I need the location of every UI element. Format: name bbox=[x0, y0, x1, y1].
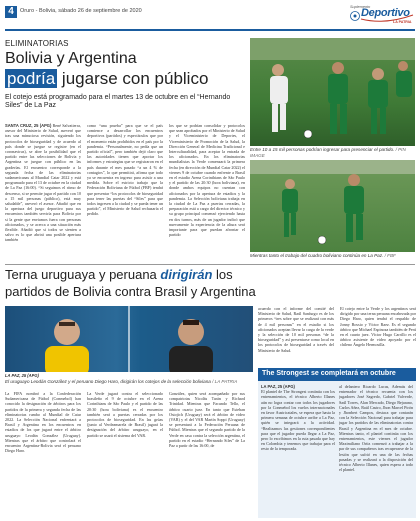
article1-title-line1: Bolivia y Argentina bbox=[5, 50, 137, 67]
supplement-logo bbox=[347, 3, 415, 27]
article1-column-3: los que se podrían consolidar y protocolos que sean aprobados por el Ministerio de Salud y el Viceministerio de Deportes, el Viceministerio de Promoción de la Salud, la Dirección General de Medicina Tradicional e Interculturalidad, para aceptar la entrada de los aficionados. En los eliminatorias mundialistas la Verde comenzará la primera fecha (en dirección de Mundial Catar 2022) el viernes 9 de octubre cuando enfrente a Brasil en el estadio Arena Corinthians de São Paulo y el partido de las 20:30 (hora boliviana), en donde ambos equipos no cuentan con aficionados por la apertura de estadios y la pandemia. La Selección boliviana trabaja en la ciudad de La Paz a puertas cerradas, la preparación está a cargo del director técnico y su grupo principal comenzó ejerciendo hasta en dos turnos, más de un jugador indicó que nuevamente la experiencia de la altura será importante para que puedan afrontar el partido bbox=[169, 123, 245, 238]
article2-column-1: La FIFA nombró a la Confederación Sudamericana de Fútbol (Conmebol) han conocido la designación de árbitros para los partidos de la primera y segunda fecha de las eliminatorias rumbo al Mundial de Catar 2022. La Selección Nacional enfrentará a Brasil y Argentina en los encuentros en estadios de los que jugará entre el árbitro uruguayo Leodán González (Uruguay). Mientras que el árbitro que controlará el encuentro Argentina-Bolivia será el peruano Diego Haro. bbox=[5, 391, 81, 454]
photo2-caption-text: Mientras tanto el trabajo del cuadro boliviano continúa en La Paz. bbox=[250, 253, 384, 258]
article1-photo-caption bbox=[250, 147, 415, 158]
article2-caption-text: El uruguayo Leodán González y el peruano Diego Haro, dirigirán los cotejos de la selección boliviana bbox=[5, 378, 211, 384]
article2-photo-caption bbox=[5, 373, 253, 384]
logo-subtitle: LA PATRIA bbox=[393, 20, 412, 24]
article2-title-line1 bbox=[5, 267, 233, 283]
logo-supertitle: Suplemento bbox=[350, 5, 371, 9]
article2-referees-photo bbox=[5, 306, 253, 372]
photo2-credit: / FBF bbox=[384, 253, 396, 258]
article1-column-2: como “una prueba” para que se el país comience a desarrollar los encuentros deportivos (partidos) y espectáculos que por el momento están prohibidos en el país por la pandemia. “Personalmente, no pedía que un partido oficial”, pero también dejó claro que las autoridades tienen que aportar los informes y estrategias que se registraron en el país durante el mes pasado “a un 4 % de contagios”, lo que permitirá, afirma que todo ya se encuentra en ingreso para asistir a una medida. Sobre el estricto trabajo que la Federación Boliviana de Fútbol (FBF) tendrá que presentar “los protocolos de bioseguridad para tener las puertas del “Siles” para que todos ingresen a la ciudad y se pueda tener un partido”, el Ministerio de Salud rechazaría el pedido. bbox=[87, 123, 163, 217]
edition-dateline: Oruro - Bolivia, sábado 26 de septiembre de 2020 bbox=[20, 8, 142, 14]
strongest-sidebar bbox=[258, 368, 416, 518]
article2-dateline: LA PAZ, 25 (APG) bbox=[5, 373, 39, 378]
photo-caption-text: Entre 10 a 15 mil personas podrían ingresar para presenciar el partido. bbox=[250, 147, 395, 152]
article2-title-line2: partidos de Bolivia contra Brasil y Argentina bbox=[5, 284, 256, 299]
article1-title-highlight: podría bbox=[7, 69, 56, 88]
article2-photo-credit: / LA PATRIA bbox=[212, 378, 238, 384]
logo-title: Deportivo bbox=[361, 7, 410, 19]
article1-photo2-caption bbox=[250, 253, 415, 259]
sidebar-dateline: LA PAZ, 25 (APG) bbox=[261, 384, 295, 389]
sidebar-column-1 bbox=[261, 384, 335, 516]
photo-credit: / PIN IMAGE bbox=[250, 147, 406, 158]
section-label: ELIMINATORIAS bbox=[5, 39, 69, 48]
article1-title-rest: jugarse con público bbox=[57, 69, 209, 88]
article1-deck: El cotejo está programado para el martes 13 de octubre en el “Hernando Siles” de La Paz bbox=[5, 94, 231, 110]
article1-photo-2 bbox=[250, 160, 415, 252]
article2-title-rest: los bbox=[212, 267, 233, 282]
sidebar-title: The Strongest se completará en octubre bbox=[258, 368, 416, 381]
article2-title-start: Terna uruguaya y peruana bbox=[5, 267, 157, 282]
sidebar-column-2: al delantero Ricardo Lucas, Además del entrenador el técnico recuenta con los jugadores José Sagredo, Gabriel Valverde, Saúl Torres, Alan Mercado, Diego Bejarano, Carlos Añez, Raúl Castro, Jhon Marcel Pirón y Jhonbert Campos, destaca que contarán con la Selección Nacional para trabajar para jugar los partidos de las eliminatorias contra Brasil y Argentina en el mes de octubre. Mientras tanto, el plantel continúa con los entrenamientos, este viernes el jugador Maximiliano Ortiz comenzó a trabajar a la par de sus compañeros tras recuperarse de la lesión que sufrió en una de las fechas pasadas y se realizará a la disposición del técnico Alberto Illanes, quien espera a todo el plantel. bbox=[339, 384, 413, 473]
article1-title-line2 bbox=[5, 69, 208, 89]
sidebar-col1-text: El plantel de The Strongest continúa con los entrenamientos, el técnico Alberto Illanes aún no logra contar con todos los jugadores por la Conmebol los vuelos internacionales en favor Austricatales, se espera que hasta la primera semana de octubre arribe a La Paz, quién se integrará a la actividad. “Realizamos las gestiones correspondientes para que el jugador pueda llegar a La Paz, pero lo escribimos en la ruta pasada que hay en Colombia y tenemos que trabajar para el resto de la temporada. bbox=[261, 389, 335, 452]
article1-photo bbox=[250, 38, 415, 146]
article2-title-highlight: dirigirán bbox=[160, 267, 213, 282]
article2-column-4: acuerdo con el informe del comité del Ministerio de Salud, Raúl Sanfurgo es de los primeros “tres sobre que se realizará con más de 4 mil personas” en el estadio si los aficionados aceptan llevar la carga de la verde y la selección de 10 mil personas “de la bioseguridad” y así presentarse como local en los protocolos de bioseguridad a través del Ministerio de Salud. bbox=[258, 306, 334, 353]
header-rule bbox=[5, 29, 415, 31]
article-divider bbox=[5, 264, 415, 265]
article2-column-5: El cotejo entre la Verde y los argentinos será dirigido por una terna peruana encabezada por Diego Haro, quien tendrá el respaldo de Jonny Bossio y Víctor Raez. Es el segundo árbitro que Michael Espinoza también de Perú en el cuarto juez. Víctor Hugo Carrillo es el árbitro asistente de video apoyado por el chileno Ángelo Hermosilla. bbox=[340, 306, 416, 348]
page-number: 4 bbox=[5, 6, 17, 18]
article2-column-3: González, quien será acompañado por sus compatriotas Nicolás Tarán y Richard Trinidad. Mientras que Facundo Tello, el árbitro cuarto juez. En tanto que Esteban Ostojich (Uruguay) será el árbitro de video (VAR) y el del VAR Martín Soppi (Uruguay) se presentará a la Federación Peruana de Fútbol. Mientras que el segundo partido de la Verde en casa contra la selección argentina, el partido en el estadio “Hernando Siles” de La Paz a partir de las 16:00, de bbox=[169, 391, 245, 449]
article2-column-2: La Verde jugará contra el seleccionado brasileño el 9 de octubre en el Arena Corinthians de São Paulo y el partido de las 20:30 (hora boliviana) es el encuentro también será a puertas cerradas por los protocolos de bioseguridad. En las grúas (junto al Verdeamarela de Brasil) jugará la designación del árbitro uruguayo, en el partido se usará el sistema del VAR. bbox=[87, 391, 163, 438]
article1-col1-text: René Salvatierra, asesor del Ministerio de Salud, aseveró que tras una minuciosa revisión, siguiendo los protocolos de bioseguridad y de acuerdo al país donde se juegue se registre (en el coronavirus), se abre la posibilidad que el partido entre las selecciones de Bolivia y Argentina se juegue con público en las graderías. El encuentro corresponde a la segunda fecha de las eliminatorias sudamericanas al Mundial Catar 2022 y está programado para el 13 de octubre en la ciudad de La Paz (16:00). “Si seguimos el ritmo de descenso, si se permite jugar el partido con 10 a 15 mil personas (público), está muy saludable”, aseveró el asesor. Añadió que en la apertura del juego deportivo para sus encuentros también serviría para Bolivia por si la gente que enviamos fuera con personas aficionados, y se acerca a una situación más flexible. Añadió que si todos se sienten a salvo es lo que abrirá una posible apertura también bbox=[5, 123, 81, 243]
article1-dateline: SANTA CRUZ, 25 (APG) bbox=[5, 123, 52, 128]
